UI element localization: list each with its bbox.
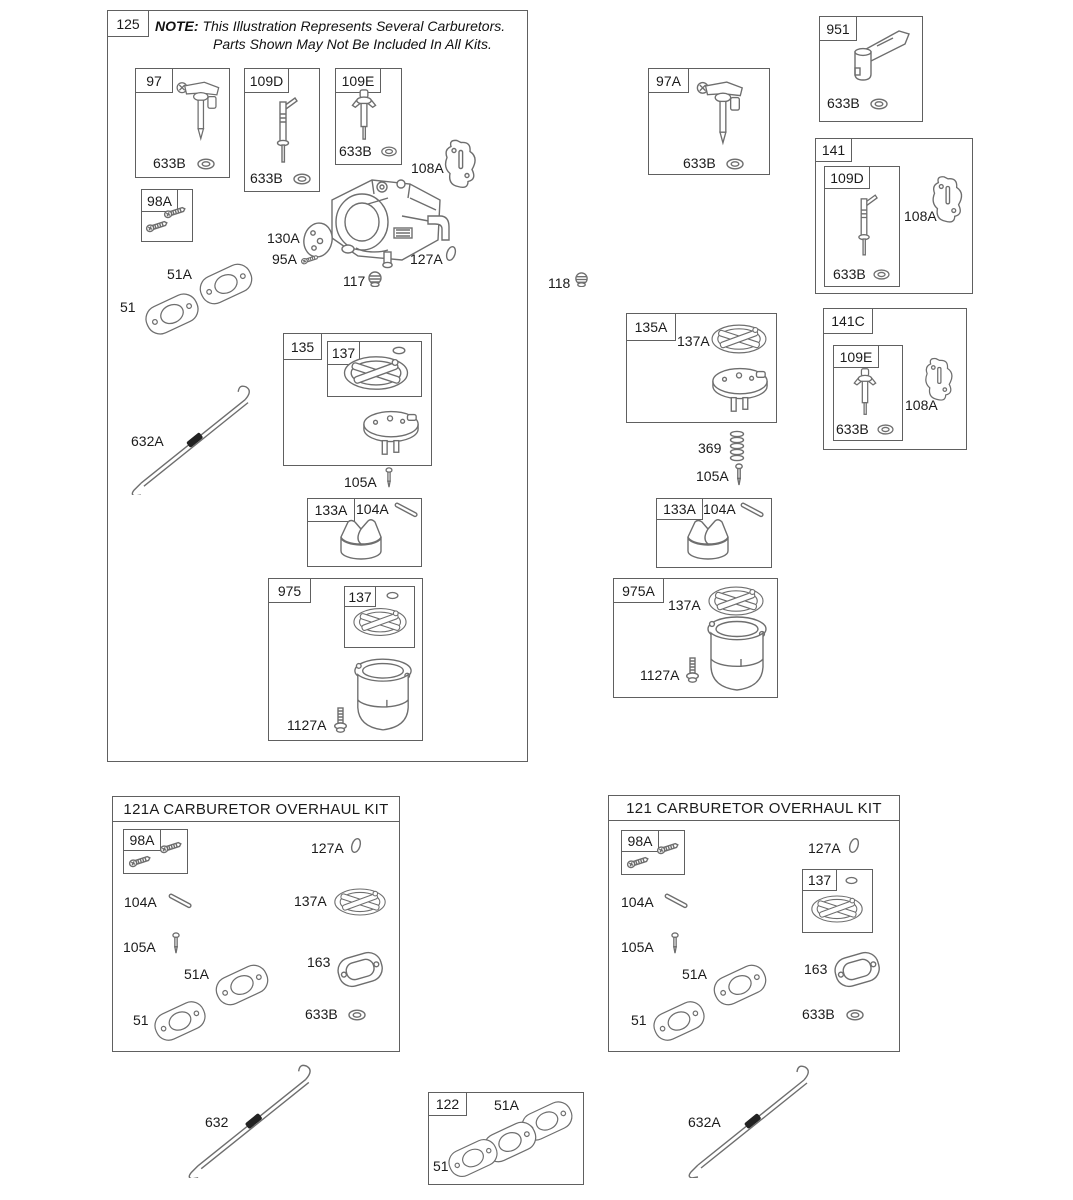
- part-label-633b: 633B: [153, 155, 186, 171]
- part-label-633b: 633B: [802, 1006, 835, 1022]
- part-label-632a: 632A: [131, 433, 164, 449]
- part-label-51a: 51A: [184, 966, 209, 982]
- float-icon: [360, 400, 422, 460]
- part-label-104a: 104A: [124, 894, 157, 910]
- float-bowl-icon: [705, 614, 769, 694]
- part-label-51: 51: [631, 1012, 647, 1028]
- flange-gasket-icon: [146, 996, 214, 1046]
- o-ring-icon: [848, 837, 860, 854]
- part-box-97a-label: 97A: [649, 69, 689, 93]
- part-box-135-label: 135: [284, 334, 322, 360]
- part-label-104a: 104A: [356, 501, 389, 517]
- washer-icon: [380, 145, 398, 158]
- bowl-gasket-icon: [708, 318, 770, 360]
- part-label-633b: 633B: [339, 143, 372, 159]
- governor-link-icon: [686, 1062, 820, 1178]
- part-label-633b: 633B: [305, 1006, 338, 1022]
- governor-link-icon: [186, 1062, 322, 1178]
- screw-icon: [128, 852, 152, 868]
- float-hinge-pin-icon: [166, 892, 194, 910]
- governor-link-icon: [128, 383, 262, 495]
- choke-slide-icon: [335, 517, 387, 563]
- inlet-needle-icon: [171, 932, 181, 955]
- washer-icon: [872, 268, 891, 281]
- part-label-51a: 51A: [682, 966, 707, 982]
- part-box-109e-label: 109E: [336, 69, 381, 93]
- part-label-127a: 127A: [311, 840, 344, 856]
- flange-gasket-icon: [443, 1134, 503, 1182]
- needle-valve-icon: [850, 190, 878, 260]
- part-box-141-label: 141: [816, 139, 852, 162]
- group-box-125-label: 125: [108, 11, 149, 37]
- flange-gasket-icon: [645, 996, 713, 1046]
- part-box-141c-label: 141C: [824, 309, 873, 334]
- needle-valve-icon: [852, 367, 878, 417]
- part-label-163: 163: [307, 954, 331, 970]
- part-box-975a-label: 975A: [614, 579, 664, 603]
- part-label-118: 118: [548, 275, 571, 291]
- screw-icon: [656, 839, 680, 855]
- part-label-95a: 95A: [272, 251, 297, 267]
- mounting-gasket-icon: [921, 356, 958, 402]
- bowl-screw-icon: [334, 706, 347, 734]
- part-label-633b: 633B: [683, 155, 716, 171]
- kit-121-box-98a-label: 98A: [622, 831, 659, 852]
- part-box-951-label: 951: [820, 17, 857, 41]
- kit-121a-title: 121A CARBURETOR OVERHAUL KIT: [112, 796, 400, 822]
- part-label-51: 51: [133, 1012, 149, 1028]
- float-hinge-pin-icon: [662, 892, 690, 910]
- part-label-127a: 127A: [410, 251, 443, 267]
- kit-121-title: 121 CARBURETOR OVERHAUL KIT: [608, 795, 900, 821]
- part-label-633b: 633B: [836, 421, 869, 437]
- part-box-133a-label: 133A: [308, 499, 355, 522]
- float-hinge-pin-icon: [738, 501, 766, 519]
- screw-icon: [159, 838, 183, 854]
- bowl-gasket-icon: [331, 880, 389, 924]
- part-label-1127a: 1127A: [640, 667, 680, 683]
- part-label-632a: 632A: [688, 1114, 721, 1130]
- note-prefix: NOTE:: [155, 18, 199, 34]
- part-box-135a-label: 135A: [627, 314, 676, 341]
- note-line-1: [155, 18, 505, 34]
- part-label-104a: 104A: [621, 894, 654, 910]
- choke-lever-icon: [843, 24, 915, 90]
- part-label-1127a: 1127A: [287, 717, 327, 733]
- washer-icon: [725, 157, 745, 171]
- needle-valve-icon: [351, 88, 377, 142]
- part-label-632: 632: [205, 1114, 229, 1130]
- part-label-51: 51: [120, 299, 136, 315]
- part-box-122-label: 122: [429, 1093, 467, 1116]
- part-label-105a: 105A: [696, 468, 729, 484]
- screw-icon: [145, 217, 169, 233]
- bowl-screw-icon: [686, 656, 699, 684]
- note-text-1: This Illustration Represents Several Carburetors.: [202, 18, 506, 34]
- kit-121-box-137-label: 137: [803, 870, 837, 891]
- part-label-104a: 104A: [703, 501, 736, 517]
- part-label-137a: 137A: [294, 893, 327, 909]
- o-ring-icon: [350, 837, 362, 854]
- part-box-975-label: 975: [269, 579, 311, 603]
- bowl-gasket-icon: [808, 890, 866, 928]
- needle-valve-icon: [268, 94, 298, 166]
- flange-gasket-icon: [211, 958, 273, 1012]
- note-line-2: Parts Shown May Not Be Included In All Kits.: [213, 36, 492, 52]
- air-cleaner-gasket-icon: [832, 946, 882, 993]
- part-label-117: 117: [343, 273, 366, 289]
- air-cleaner-gasket-icon: [335, 946, 385, 993]
- bowl-gasket-icon: [338, 352, 414, 394]
- part-label-127a: 127A: [808, 840, 841, 856]
- part-label-105a: 105A: [344, 474, 377, 490]
- bowl-nut-icon: [367, 271, 383, 287]
- inlet-needle-icon: [670, 932, 680, 955]
- spring-icon: [728, 430, 746, 462]
- bowl-gasket-icon: [350, 602, 410, 642]
- washer-icon: [876, 423, 895, 436]
- part-box-97-label: 97: [136, 69, 173, 93]
- welch-plug-icon: [574, 272, 589, 287]
- o-ring-icon: [386, 591, 399, 600]
- float-bowl-icon: [352, 656, 414, 734]
- part-label-130a: 130A: [267, 230, 300, 246]
- part-box-133a-right-label: 133A: [657, 499, 703, 520]
- part-box-109d-label: 109D: [245, 69, 289, 93]
- part-label-108a: 108A: [904, 208, 937, 224]
- float-hinge-pin-icon: [392, 501, 420, 519]
- screw-icon: [626, 853, 650, 869]
- float-valve-icon: [174, 74, 224, 146]
- choke-slide-icon: [682, 517, 734, 563]
- part-label-105a: 105A: [123, 939, 156, 955]
- o-ring-icon: [845, 876, 858, 885]
- washer-icon: [196, 157, 216, 171]
- part-label-51a: 51A: [167, 266, 192, 282]
- part-label-51: 51: [433, 1158, 449, 1174]
- float-icon: [710, 356, 770, 418]
- flange-gasket-icon: [709, 958, 771, 1012]
- part-label-108a: 108A: [411, 160, 444, 176]
- float-valve-icon: [694, 76, 748, 148]
- part-label-369: 369: [698, 440, 722, 456]
- part-box-141-109d-label: 109D: [825, 167, 870, 189]
- part-label-633b: 633B: [827, 95, 860, 111]
- part-box-975-137-label: 137: [345, 587, 376, 607]
- screw-icon: [300, 252, 320, 265]
- part-box-98a-label: 98A: [142, 190, 178, 212]
- flange-gasket-icon: [138, 288, 206, 340]
- part-box-141c-109e-label: 109E: [834, 346, 879, 368]
- part-label-163: 163: [804, 961, 828, 977]
- part-box-135-137-label: 137: [328, 342, 360, 365]
- mounting-gasket-icon: [929, 174, 967, 224]
- part-label-137a: 137A: [677, 333, 710, 349]
- part-label-633b: 633B: [833, 266, 866, 282]
- part-label-633b: 633B: [250, 170, 283, 186]
- washer-icon: [347, 1008, 367, 1022]
- washer-icon: [869, 97, 889, 111]
- part-label-51a: 51A: [494, 1097, 519, 1113]
- o-ring-icon: [445, 245, 457, 262]
- part-label-108a: 108A: [905, 397, 938, 413]
- part-label-105a: 105A: [621, 939, 654, 955]
- kit-121a-box-98a-label: 98A: [124, 830, 161, 851]
- part-label-137a: 137A: [668, 597, 701, 613]
- washer-icon: [845, 1008, 865, 1022]
- inlet-needle-icon: [384, 467, 394, 489]
- inlet-needle-icon: [734, 463, 744, 487]
